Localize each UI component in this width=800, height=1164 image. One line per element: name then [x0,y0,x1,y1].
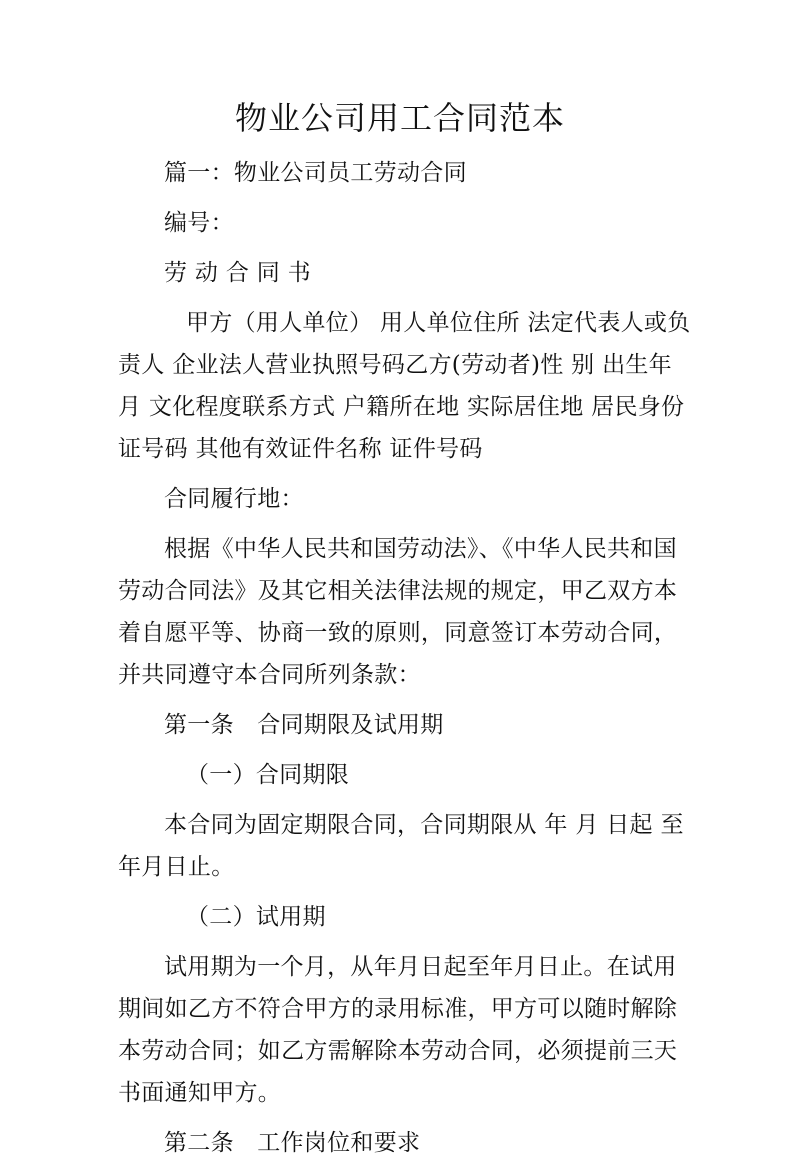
document-number-label: 编号： [164,210,234,236]
document-title: 物业公司用工合同范本 [234,99,565,137]
probation-paragraph: 试用期为一个月，从年月日起至年月日止。在试用期间如乙方不符合甲方的录用标准，甲方可以随时解除本劳动合同；如乙方需解除本劳动合同，必须提前三天书面通知甲方。 [118,954,678,1106]
performance-location-label: 合同履行地： [164,486,304,512]
article-two-heading: 第二条 工作岗位和要求 [164,1130,421,1156]
section-heading: 篇一：物业公司员工劳动合同 [164,160,467,186]
contract-term-subheading: （一）合同期限 [186,762,350,788]
probation-subheading: （二）试用期 [186,904,326,930]
party-information-paragraph: 甲方（用人单位） 用人单位住所 法定代表人或负责人 企业法人营业执照号码乙方(劳动者)性 别 出生年月 文化程度联系方式 户籍所在地 实际居住地 居民身份证号码 其他有效证件名称 证件号码 [118,310,691,462]
contract-term-paragraph: 本合同为固定期限合同，合同期限从 年 月 日起 至 年月日止。 [118,812,684,880]
article-one-heading: 第一条 合同期限及试用期 [164,712,444,738]
contract-book-heading: 劳 动 合 同 书 [164,260,311,286]
legal-basis-paragraph: 根据《中华人民共和国劳动法》、《中华人民共和国劳动合同法》及其它相关法律法规的规定，甲乙双方本着自愿平等、协商一致的原则，同意签订本劳动合同，并共同遵守本合同所列条款： [118,536,678,688]
document-body [118,152,693,1164]
